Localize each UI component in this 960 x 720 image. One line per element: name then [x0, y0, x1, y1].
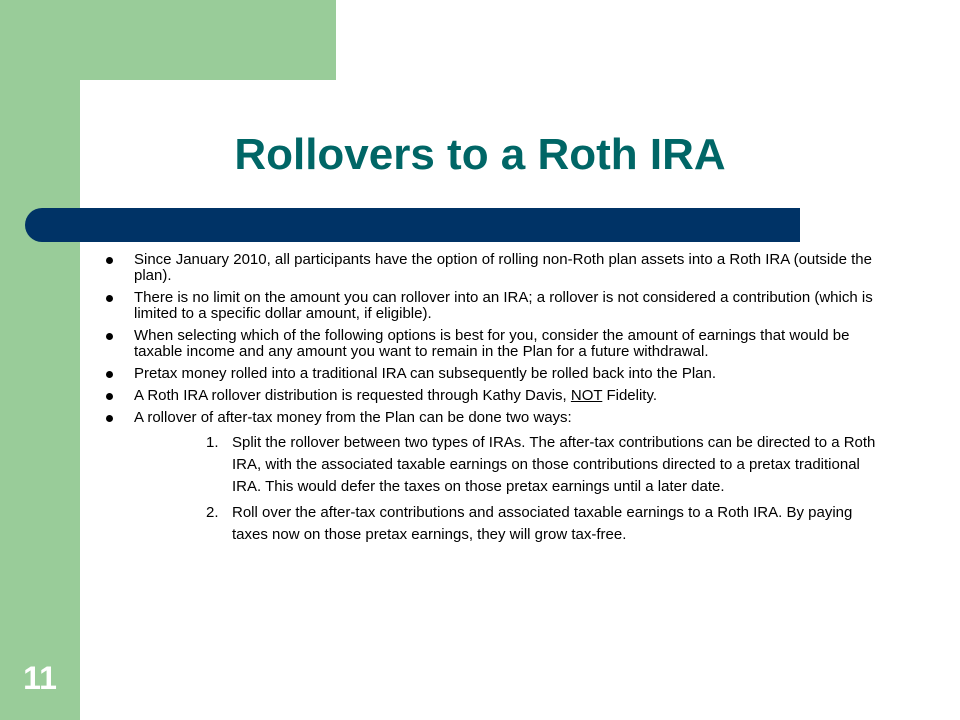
numbered-options — [134, 432, 879, 546]
bullet-item — [104, 252, 879, 284]
slide-number: 11 — [23, 660, 57, 696]
option-text: Split the rollover between two types of IRAs. The after-tax contributions can be directed to a Roth IRA, with the associated taxable earnings on those contributions directed to a pretax traditional IRA. This would defer the taxes on those pretax earnings until a later date. — [232, 434, 876, 495]
slide-body — [104, 252, 879, 552]
bullet-dot-icon — [106, 415, 113, 422]
bullet-list — [104, 252, 879, 546]
bullet-text-after: Fidelity. — [602, 387, 658, 404]
bullet-text: There is no limit on the amount you can rollover into an IRA; a rollover is not considered a contribution (which is limited to a specific dollar amount, if eligible). — [134, 289, 873, 322]
bullet-text: When selecting which of the following options is best for you, consider the amount of earnings that would be taxable income and any amount you want to remain in the Plan for a future withdrawal. — [134, 327, 850, 360]
bullet-dot-icon — [106, 257, 113, 264]
bullet-item — [104, 328, 879, 360]
bullet-item — [104, 366, 879, 382]
option-text: Roll over the after-tax contributions and associated taxable earnings to a Roth IRA. By paying taxes now on those pretax earnings, they will grow tax-free. — [232, 504, 853, 543]
top-green-band — [0, 0, 336, 80]
emphasis-not: NOT — [570, 387, 603, 404]
left-green-band — [0, 0, 80, 720]
option-number: 1. — [206, 434, 219, 451]
bullet-text: Since January 2010, all participants have the option of rolling non-Roth plan assets into a Roth IRA (outside the plan). — [134, 251, 872, 284]
bullet-text: Pretax money rolled into a traditional IRA can subsequently be rolled back into the Plan. — [134, 365, 717, 382]
bullet-dot-icon — [106, 393, 113, 400]
title-underline-bar — [25, 208, 800, 242]
bullet-dot-icon — [106, 371, 113, 378]
option-item — [206, 502, 879, 546]
bullet-item — [104, 290, 879, 322]
bullet-text: A rollover of after-tax money from the Plan can be done two ways: — [134, 409, 572, 426]
bullet-item — [104, 410, 879, 546]
option-number: 2. — [206, 504, 219, 521]
option-item — [206, 432, 879, 498]
slide-title: Rollovers to a Roth IRA — [234, 130, 726, 179]
bullet-dot-icon — [106, 295, 113, 302]
bullet-text-before: A Roth IRA rollover distribution is requested through Kathy Davis, — [134, 387, 571, 404]
bullet-dot-icon — [106, 333, 113, 340]
bullet-item — [104, 388, 879, 404]
